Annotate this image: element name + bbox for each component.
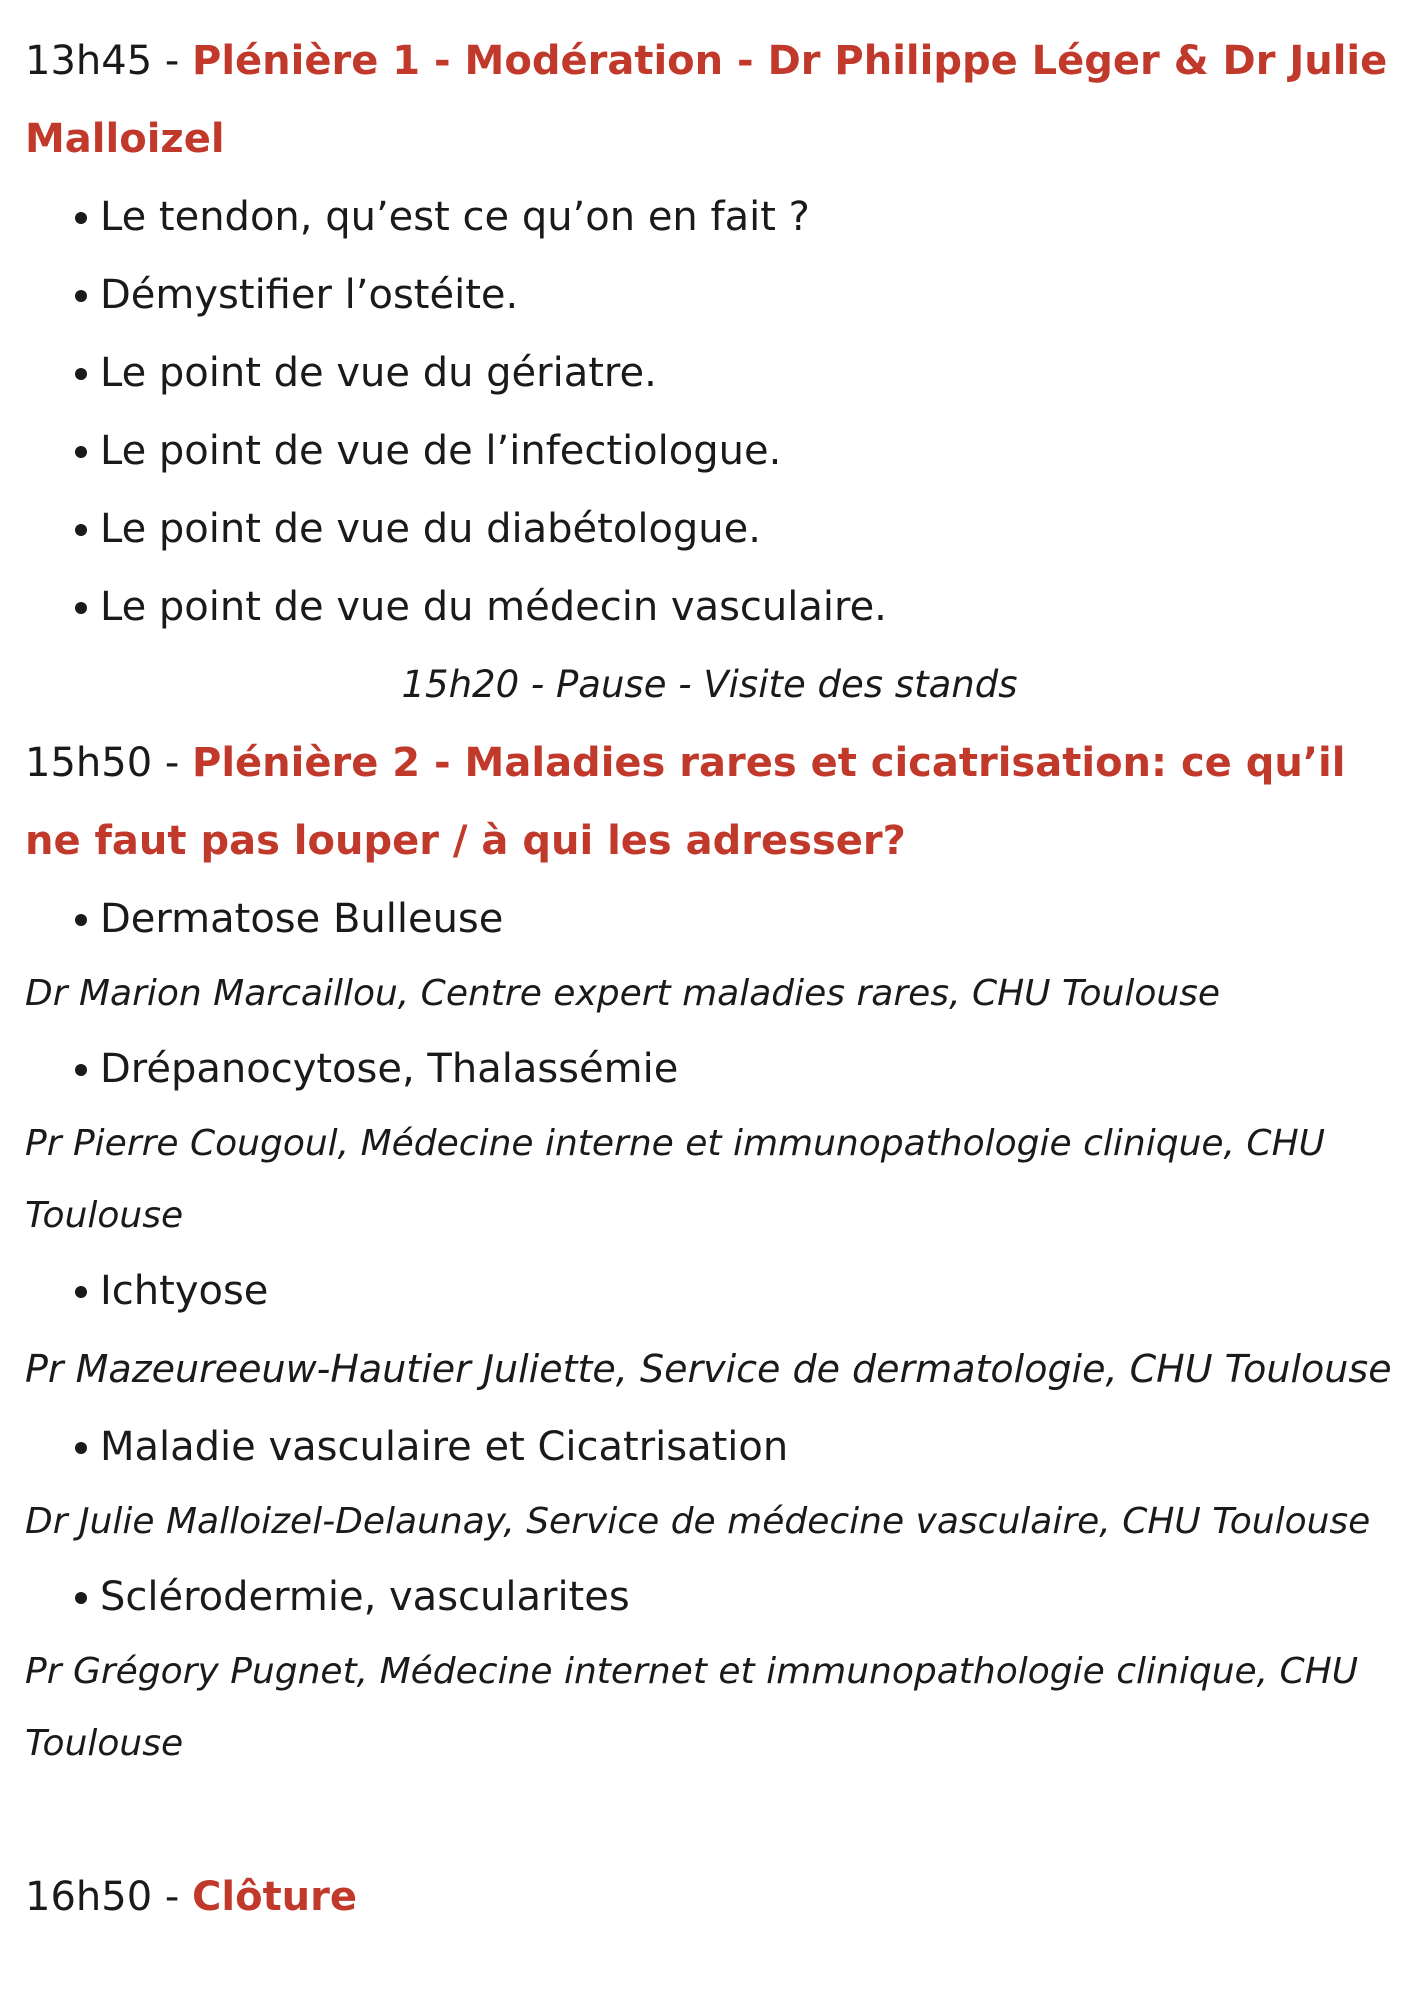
session-2-topic-2 (25, 1030, 1394, 1108)
topic-item: Le point de vue du diabétologue. (77, 490, 1394, 568)
speaker-line: Dr Julie Malloizel-Delaunay, Service de médecine vasculaire, CHU Toulouse (25, 1501, 1371, 1542)
topic-item: Le point de vue du gériatre. (77, 334, 1394, 412)
topic-item: Sclérodermie, vascularites (77, 1558, 1394, 1636)
spacer (25, 1780, 1394, 1858)
session-2-topic-3 (25, 1252, 1394, 1330)
speaker-line: Pr Pierre Cougoul, Médecine interne et immunopathologie clinique, CHU Toulouse (25, 1123, 1325, 1236)
session-1-title: Plénière 1 - Modération - Dr Philippe Léger & Dr Julie Malloizel (25, 38, 1388, 162)
speaker-line: Dr Marion Marcaillou, Centre expert maladies rares, CHU Toulouse (25, 973, 1221, 1014)
topic-item: Le point de vue du médecin vasculaire. (77, 568, 1394, 646)
session-2-time: 15h50 - (25, 740, 193, 786)
topic-item: Dermatose Bulleuse (77, 880, 1394, 958)
topic-item: Le point de vue de l’infectiologue. (77, 412, 1394, 490)
topic-item: Démystifier l’ostéite. (77, 256, 1394, 334)
topic-item: Maladie vasculaire et Cicatrisation (77, 1408, 1394, 1486)
session-2-heading (25, 724, 1394, 880)
session-2-topic-1 (25, 880, 1394, 958)
speaker-line: Pr Grégory Pugnet, Médecine internet et immunopathologie clinique, CHU Toulouse (25, 1651, 1359, 1764)
session-2-title: Plénière 2 - Maladies rares et cicatrisation: ce qu’il ne faut pas louper / à qui les adresser? (25, 740, 1346, 864)
topic-item: Le tendon, qu’est ce qu’on en fait ? (77, 178, 1394, 256)
session-1-topics (25, 178, 1394, 646)
session-1-time: 13h45 - (25, 38, 193, 84)
closing-heading (25, 1858, 1394, 1936)
speaker-line: Pr Mazeureeuw-Hautier Juliette, Service de dermatologie, CHU Toulouse (25, 1347, 1392, 1391)
closing-title: Clôture (192, 1874, 358, 1920)
closing-time: 16h50 - (25, 1874, 193, 1920)
topic-item: Drépanocytose, Thalassémie (77, 1030, 1394, 1108)
session-1-heading (25, 22, 1394, 178)
break-line: 15h20 - Pause - Visite des stands (401, 663, 1018, 706)
topic-item: Ichtyose (77, 1252, 1394, 1330)
session-2-topic-4 (25, 1408, 1394, 1486)
session-2-topic-5 (25, 1558, 1394, 1636)
